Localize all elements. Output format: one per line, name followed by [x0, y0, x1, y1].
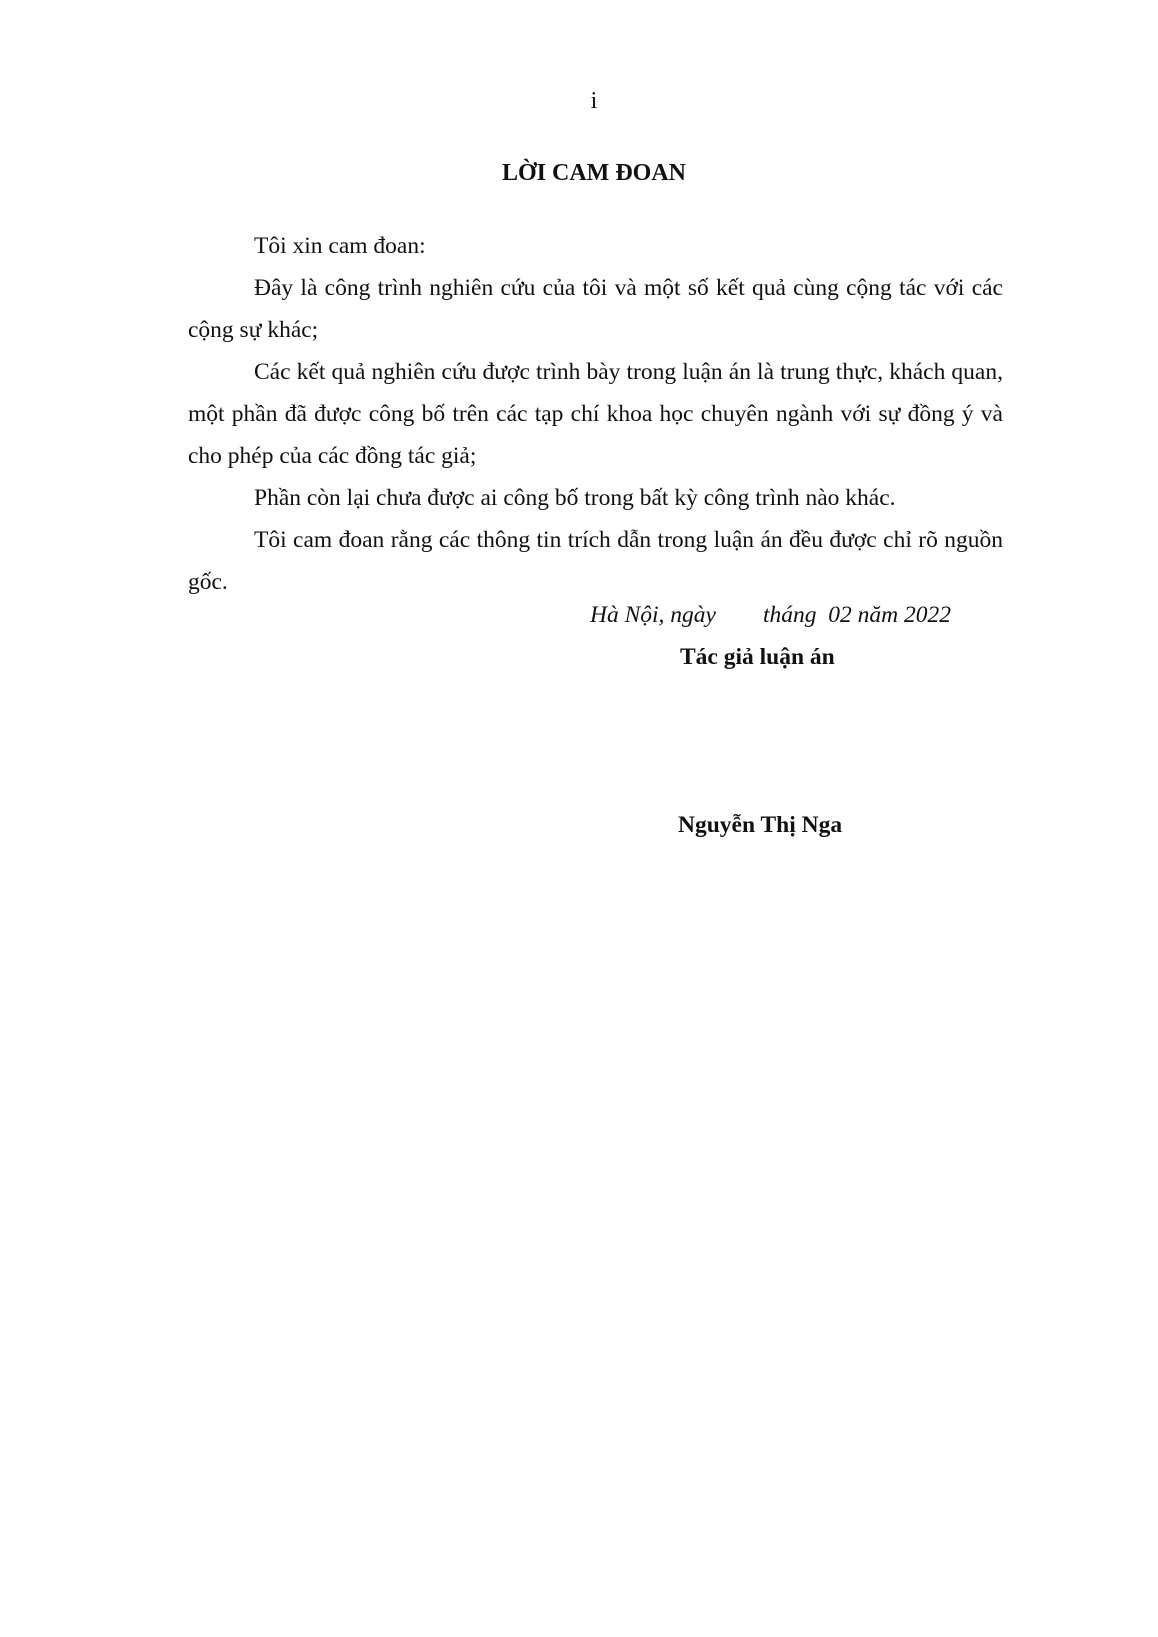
declaration-body [188, 225, 1003, 603]
paragraph: Các kết quả nghiên cứu được trình bày trong luận án là trung thực, khách quan, một phần đã được công bố trên các tạp chí khoa học chuyên ngành với sự đồng ý và cho phép của các đồng tác giả; [188, 359, 1003, 469]
paragraph: Tôi xin cam đoan: [254, 233, 426, 259]
page-title: LỜI CAM ĐOAN [502, 160, 686, 186]
page-number: i [590, 88, 598, 114]
paragraph: Phần còn lại chưa được ai công bố trong bất kỳ công trình nào khác. [254, 485, 896, 511]
author-name: Nguyễn Thị Nga [678, 812, 843, 838]
date-line: Hà Nội, ngày tháng 02 năm 2022 [590, 602, 951, 628]
paragraph: Đây là công trình nghiên cứu của tôi và một số kết quả cùng cộng tác với các cộng sự khác; [188, 275, 1003, 343]
paragraph: Tôi cam đoan rằng các thông tin trích dẫn trong luận án đều được chỉ rõ nguồn gốc. [188, 527, 1003, 595]
author-role: Tác giả luận án [680, 644, 835, 670]
